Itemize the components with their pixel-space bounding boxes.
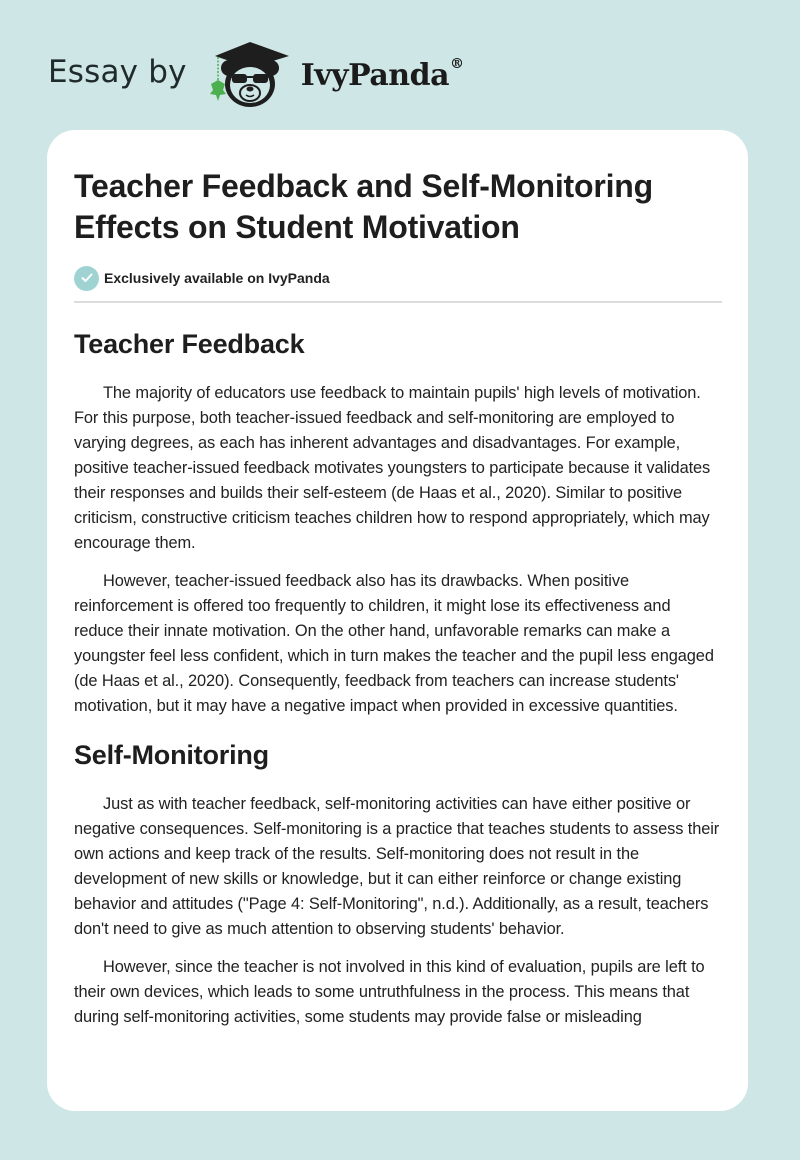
section-heading-teacher-feedback: Teacher Feedback	[74, 329, 305, 359]
paragraph: However, since the teacher is not involved in this kind of evaluation, pupils are left to their own devices, which leads to some untruthfulness in the process. This means that during self-monitoring activities, some students may provide false or misleading	[74, 958, 705, 1026]
paragraph: However, teacher-issued feedback also has its drawbacks. When positive reinforcement is offered too frequently to children, it might lose its effectiveness and reduce their innate motivation. On the other hand, unfavorable remarks can make a youngster feel less confident, which in turn makes the teacher and the pupil less engaged (de Haas et al., 2020). Consequently, feedback from teachers can increase students' motivation, but it may have a negative impact when provided in excessive quantities.	[74, 572, 714, 715]
essay-content	[74, 166, 722, 1030]
badge-text: Exclusively available on IvyPanda	[104, 270, 330, 286]
site-header	[48, 36, 464, 112]
registered-mark: ®	[450, 55, 464, 72]
divider	[74, 301, 722, 303]
essay-card	[47, 130, 748, 1111]
exclusive-badge	[74, 265, 722, 291]
check-circle-icon	[74, 266, 99, 291]
brand-name[interactable]: IvyPanda®	[300, 55, 464, 93]
section-heading-self-monitoring: Self-Monitoring	[74, 740, 269, 770]
essay-by-label: Essay by	[48, 54, 187, 90]
page-title: Teacher Feedback and Self-Monitoring Effects on Student Motivation	[74, 168, 653, 245]
paragraph: The majority of educators use feedback to maintain pupils' high levels of motivation. For this purpose, both teacher-issued feedback and self-monitoring are employed to varying degrees, as each has inherent advantages and disadvantages. For example, positive teacher-issued feedback motivates youngsters to participate because it validates their responses and builds their self-esteem (de Haas et al., 2020). Similar to positive criticism, constructive criticism teaches children how to respond appropriately, which may encourage them.	[74, 384, 711, 552]
panda-graduation-cap-icon[interactable]	[205, 38, 295, 110]
paragraph: Just as with teacher feedback, self-monitoring activities can have either positive or negative consequences. Self-monitoring is a practice that teaches students to assess their own actions and keep track of the results. Self-monitoring does not result in the development of new skills or knowledge, but it can either reinforce or change existing behavior and attitudes ("Page 4: Self-Monitoring", n.d.). Additionally, as a result, teachers don't need to give as much attention to observing students' behavior.	[74, 795, 720, 938]
